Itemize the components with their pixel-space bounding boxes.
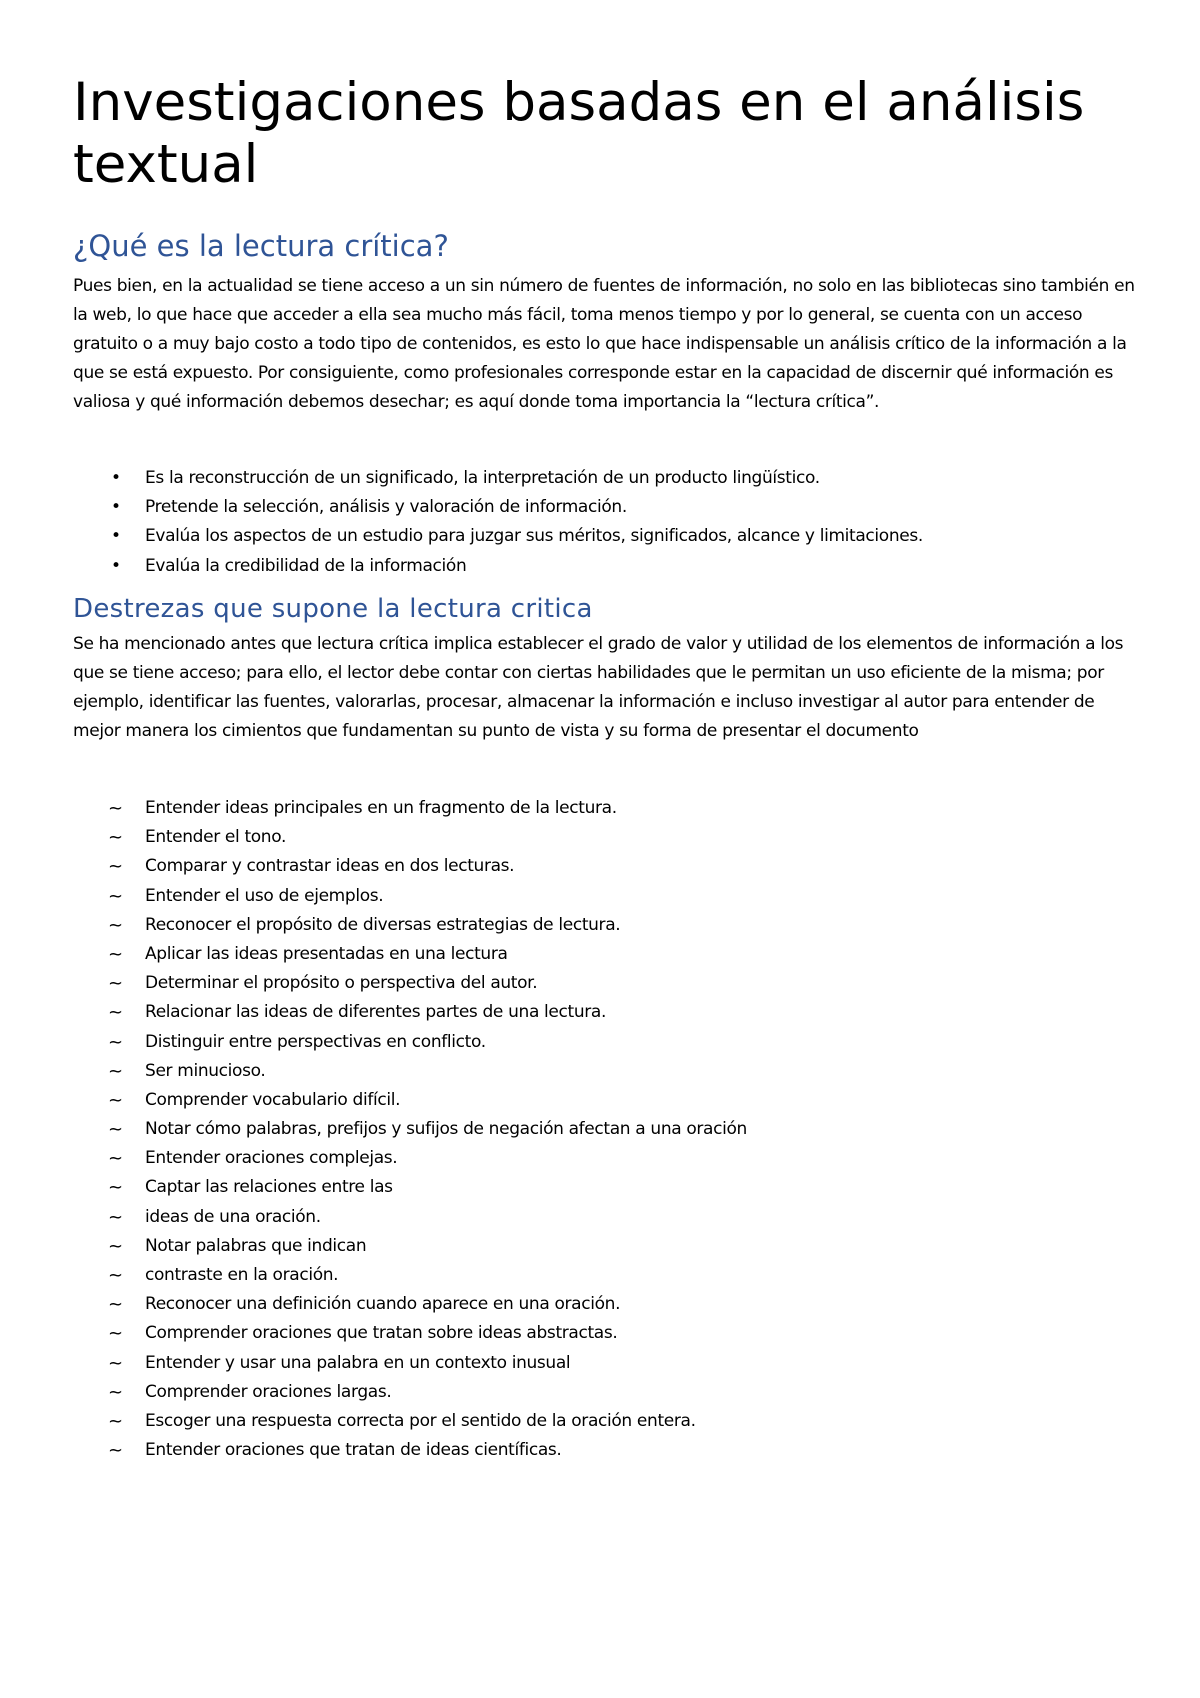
tilde-marker-icon: ~: [108, 1119, 123, 1141]
list-item: [73, 998, 1143, 1027]
section-paragraph-destrezas: Se ha mencionado antes que lectura crítica implica establecer el grado de valor y utilidad de los elementos de información a los que se tiene acceso; para ello, el lector debe contar con ciertas habilidades que le permitan un uso eficiente de la misma; por ejemplo, identificar las fuentes, valorarlas, procesar, almacenar la información e incluso investigar al autor para entender de mejor manera los cimientos que fundamentan su punto de vista y su forma de presentar el documento: [73, 634, 1124, 741]
bullet-icon: •: [111, 468, 121, 488]
tilde-marker-icon: ~: [108, 856, 123, 878]
tilde-marker-icon: ~: [108, 798, 123, 819]
list-item-text: Comparar y contrastar ideas en dos lecturas.: [145, 856, 515, 877]
list-item-text: contraste en la oración.: [145, 1265, 339, 1285]
section-paragraph-lectura-critica: Pues bien, en la actualidad se tiene acceso a un sin número de fuentes de información, no solo en las bibliotecas sino también en la web, lo que hace que acceder a ella sea mucho más fácil, toma menos tiempo y por lo general, se cuenta con un acceso gratuito o a muy bajo costo a todo tipo de contenidos, es esto lo que hace indispensable un análisis crítico de la información a la que se está expuesto. Por consiguiente, como profesionales corresponde estar en la capacidad de discernir qué información es valiosa y qué información debemos desechar; es aquí donde toma importancia la “lectura crítica”.: [73, 276, 1135, 412]
list-item-text: Entender el tono.: [145, 827, 287, 848]
bullet-icon: •: [111, 497, 121, 518]
tilde-marker-icon: ~: [108, 1148, 123, 1170]
tilde-marker-icon: ~: [108, 1206, 123, 1228]
bullet-icon: •: [111, 555, 121, 576]
list-item-text: Captar las relaciones entre las: [145, 1177, 393, 1198]
list-item: [73, 522, 1143, 551]
list-item-text: Comprender oraciones que tratan sobre ideas abstractas.: [145, 1323, 618, 1344]
list-item: [73, 1407, 1143, 1436]
list-item: [73, 1057, 1143, 1086]
list-item-text: Entender el uso de ejemplos.: [145, 885, 384, 906]
list-item: [73, 1144, 1143, 1173]
list-item-text: Es la reconstrucción de un significado, la interpretación de un producto lingüístico.: [145, 468, 820, 488]
list-item: [73, 1378, 1143, 1407]
tilde-marker-icon: ~: [108, 827, 123, 849]
tilde-marker-icon: ~: [108, 914, 123, 936]
list-item-text: Determinar el propósito o perspectiva del autor.: [145, 973, 538, 994]
section-heading-destrezas: Destrezas que supone la lectura critica: [73, 594, 593, 624]
list-item-text: Reconocer una definición cuando aparece en una oración.: [145, 1294, 621, 1315]
list-item-text: Evalúa la credibilidad de la información: [145, 555, 467, 576]
list-item: [73, 794, 1143, 823]
list-item: [73, 969, 1143, 998]
list-item-text: Pretende la selección, análisis y valoración de información.: [145, 497, 627, 518]
tilde-marker-icon: ~: [108, 1031, 123, 1053]
list-item: [73, 1349, 1143, 1378]
list-item-text: Reconocer el propósito de diversas estrategias de lectura.: [145, 914, 621, 935]
list-item: [73, 1319, 1143, 1348]
list-item: [73, 552, 1143, 581]
tilde-marker-icon: ~: [108, 1235, 123, 1257]
list-item-text: Entender ideas principales en un fragmento de la lectura.: [145, 798, 617, 818]
tilde-marker-icon: ~: [108, 973, 123, 995]
list-item-text: Escoger una respuesta correcta por el sentido de la oración entera.: [145, 1410, 696, 1431]
list-item: [73, 1173, 1143, 1202]
list-item-text: Ser minucioso.: [145, 1060, 266, 1081]
tilde-marker-icon: ~: [108, 1265, 123, 1286]
tilde-marker-icon: ~: [108, 885, 123, 907]
tilde-marker-icon: ~: [108, 1410, 123, 1432]
list-item: [73, 464, 1143, 493]
list-item: [73, 852, 1143, 881]
bullet-list: [73, 464, 1143, 581]
list-item-text: Entender y usar una palabra en un contexto inusual: [145, 1352, 571, 1373]
tilde-marker-icon: ~: [108, 1002, 123, 1024]
bullet-icon: •: [111, 526, 121, 547]
list-item-text: Evalúa los aspectos de un estudio para juzgar sus méritos, significados, alcance y limitaciones.: [145, 526, 923, 547]
list-item: [73, 823, 1143, 852]
tilde-marker-icon: ~: [108, 1352, 123, 1374]
list-item-text: Entender oraciones que tratan de ideas científicas.: [145, 1440, 562, 1461]
tilde-marker-icon: ~: [108, 1177, 123, 1199]
list-item-text: Relacionar las ideas de diferentes partes de una lectura.: [145, 1002, 607, 1023]
tilde-marker-icon: ~: [108, 1089, 123, 1111]
list-item: [73, 911, 1143, 940]
tilde-marker-icon: ~: [108, 1381, 123, 1403]
section-heading-lectura-critica: ¿Qué es la lectura crítica?: [73, 229, 449, 263]
tilde-marker-icon: ~: [108, 1294, 123, 1316]
list-item: [73, 1261, 1143, 1290]
list-item: [73, 1290, 1143, 1319]
list-item: [73, 940, 1143, 969]
list-item: [73, 1086, 1143, 1115]
tilde-list: [73, 794, 1143, 1465]
tilde-marker-icon: ~: [108, 1060, 123, 1082]
list-item-text: Comprender vocabulario difícil.: [145, 1089, 401, 1110]
list-item-text: Aplicar las ideas presentadas en una lectura: [145, 943, 508, 964]
list-item: [73, 1115, 1143, 1144]
list-item: [73, 1028, 1143, 1057]
list-item: [73, 493, 1143, 522]
list-item-text: Comprender oraciones largas.: [145, 1381, 392, 1402]
list-item: [73, 1436, 1143, 1465]
list-item: [73, 1232, 1143, 1261]
list-item-text: Entender oraciones complejas.: [145, 1148, 398, 1169]
list-item: [73, 1203, 1143, 1232]
tilde-marker-icon: ~: [108, 1323, 123, 1345]
document-title: Investigaciones basadas en el análisis textual: [73, 72, 1085, 195]
list-item-text: Distinguir entre perspectivas en conflicto.: [145, 1031, 486, 1052]
tilde-marker-icon: ~: [108, 1440, 123, 1462]
list-item: [73, 882, 1143, 911]
list-item-text: ideas de una oración.: [145, 1206, 321, 1227]
list-item-text: Notar palabras que indican: [145, 1235, 367, 1256]
list-item-text: Notar cómo palabras, prefijos y sufijos de negación afectan a una oración: [145, 1119, 747, 1140]
tilde-marker-icon: ~: [108, 943, 123, 965]
